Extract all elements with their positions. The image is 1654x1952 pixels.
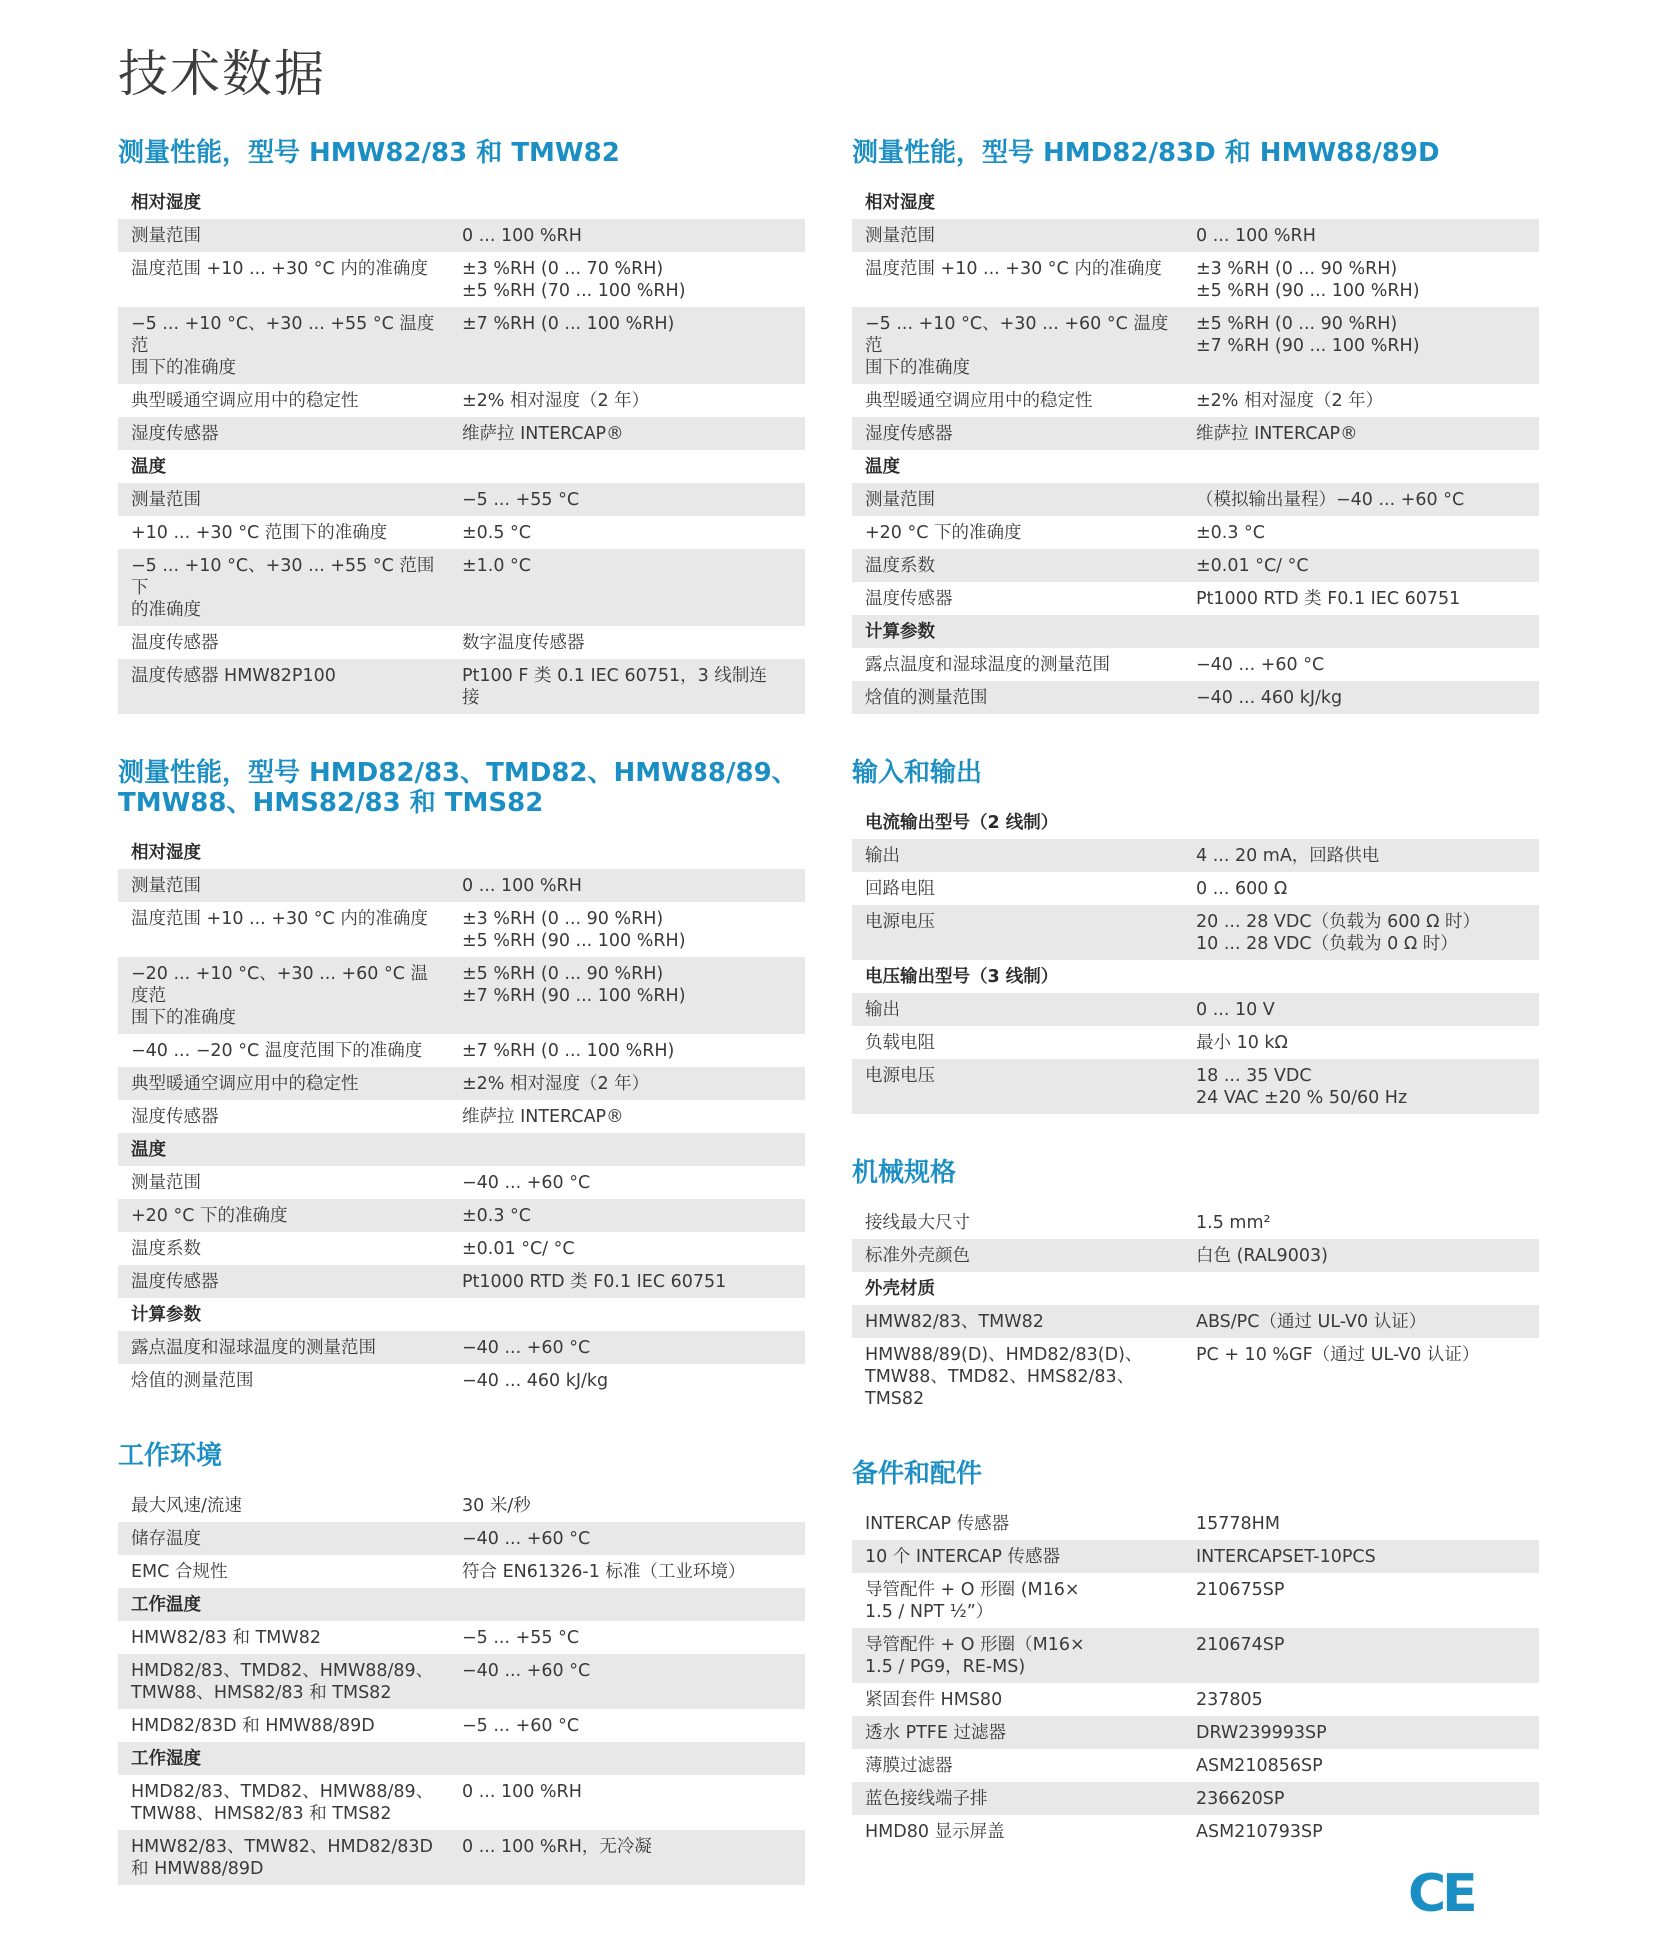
table-row	[118, 1100, 805, 1133]
row-label: 负载电阻	[865, 1033, 935, 1053]
spec-section	[852, 758, 1539, 1114]
table-row	[852, 1239, 1539, 1272]
row-value: 0 ... 600 Ω	[1196, 879, 1288, 899]
row-label: 测量范围	[131, 1173, 201, 1193]
row-value: −5 ... +60 °C	[462, 1716, 580, 1736]
table-row	[852, 549, 1539, 582]
table-row	[852, 307, 1539, 384]
row-value: 0 ... 100 %RH，无冷凝	[462, 1837, 652, 1857]
spec-section	[852, 1459, 1539, 1848]
row-label: 最大风速/流速	[131, 1496, 242, 1516]
row-value: 236620SP	[1196, 1789, 1285, 1809]
row-value	[449, 836, 805, 869]
row-label: 紧固套件 HMS80	[865, 1690, 1003, 1710]
row-label: 计算参数	[865, 622, 935, 642]
row-value	[449, 1298, 805, 1331]
row-value: ±2% 相对湿度（2 年）	[1196, 391, 1384, 411]
table-row	[118, 417, 805, 450]
row-value: −40 ... +60 °C	[1196, 655, 1325, 675]
table-row	[852, 1716, 1539, 1749]
row-value: 白色 (RAL9003)	[1196, 1246, 1328, 1266]
row-value: ±0.01 °C/ °C	[462, 1239, 575, 1259]
row-value	[449, 450, 805, 483]
row-label: 输出	[865, 846, 900, 866]
row-label: 温度	[131, 457, 166, 477]
row-value: 最小 10 kΩ	[1196, 1033, 1288, 1053]
table-subheader-row	[118, 450, 805, 483]
spec-section	[852, 1158, 1539, 1415]
row-label: 接线最大尺寸	[865, 1213, 970, 1233]
table-row	[118, 1489, 805, 1522]
row-label: 测量范围	[131, 226, 201, 246]
table-row	[118, 1067, 805, 1100]
section-title: 备件和配件	[852, 1459, 983, 1489]
row-label: +10 ... +30 °C 范围下的准确度	[131, 523, 388, 543]
row-value: ±3 %RH (0 ... 90 %RH) ±5 %RH (90 ... 100 %RH)	[462, 909, 686, 951]
row-value: 维萨拉 INTERCAP®	[1196, 424, 1358, 444]
table-row	[852, 1573, 1539, 1628]
section-title: 测量性能，型号 HMD82/83D 和 HMW88/89D	[852, 138, 1440, 168]
row-value: 维萨拉 INTERCAP®	[462, 1107, 624, 1127]
section-title: 机械规格	[852, 1158, 957, 1188]
row-value: ±7 %RH (0 ... 100 %RH)	[462, 1041, 675, 1061]
row-label: 透水 PTFE 过滤器	[865, 1723, 1006, 1743]
row-value: 4 ... 20 mA，回路供电	[1196, 846, 1380, 866]
row-value	[1183, 615, 1539, 648]
left-column	[118, 138, 805, 1929]
row-label: HMW82/83 和 TMW82	[131, 1628, 321, 1648]
table-row	[852, 1305, 1539, 1338]
table-row	[118, 384, 805, 417]
row-label: 电源电压	[865, 912, 935, 932]
right-column	[852, 138, 1539, 1892]
row-label: 薄膜过滤器	[865, 1756, 953, 1776]
row-label: 导管配件 + O 形圈 (M16× 1.5 / NPT ½”）	[865, 1580, 1080, 1622]
row-label: 温度传感器	[865, 589, 953, 609]
row-label: 湿度传感器	[131, 1107, 219, 1127]
table-row	[118, 1621, 805, 1654]
row-label: HMD82/83、TMD82、HMW88/89、 TMW88、HMS82/83 和 TMS82	[131, 1661, 434, 1703]
row-value: ±3 %RH (0 ... 70 %RH) ±5 %RH (70 ... 100 %RH)	[462, 259, 686, 301]
section-title: 输入和输出	[852, 758, 983, 788]
spec-section	[118, 138, 805, 714]
row-value: −5 ... +55 °C	[462, 1628, 580, 1648]
table-subheader-row	[852, 806, 1539, 839]
row-value: ABS/PC（通过 UL-V0 认证）	[1196, 1312, 1427, 1332]
row-label: 计算参数	[131, 1305, 201, 1325]
row-label: INTERCAP 传感器	[865, 1514, 1010, 1534]
row-value: ±0.3 °C	[1196, 523, 1266, 543]
row-label: 温度传感器 HMW82P100	[131, 666, 336, 686]
row-label: +20 °C 下的准确度	[131, 1206, 288, 1226]
row-value: 15778HM	[1196, 1514, 1280, 1534]
row-label: EMC 合规性	[131, 1562, 228, 1582]
row-label: 温度	[865, 457, 900, 477]
row-label: 标准外壳颜色	[865, 1246, 970, 1266]
row-value: 210674SP	[1196, 1635, 1285, 1655]
row-value	[1183, 186, 1539, 219]
row-value: 0 ... 10 V	[1196, 1000, 1275, 1020]
row-value: ASM210856SP	[1196, 1756, 1323, 1776]
table-row	[118, 1331, 805, 1364]
table-row	[118, 219, 805, 252]
table-row	[852, 219, 1539, 252]
section-title: 测量性能，型号 HMD82/83、TMD82、HMW88/89、TMW88、HMS82/83 和 TMS82	[118, 758, 798, 818]
row-value: DRW239993SP	[1196, 1723, 1327, 1743]
row-value: Pt1000 RTD 类 F0.1 IEC 60751	[462, 1272, 727, 1292]
row-value: ±1.0 °C	[462, 556, 532, 576]
table-row	[118, 1199, 805, 1232]
row-value: INTERCAPSET-10PCS	[1196, 1547, 1376, 1567]
table-row	[118, 1654, 805, 1709]
row-value: 0 ... 100 %RH	[1196, 226, 1316, 246]
row-label: 测量范围	[131, 490, 201, 510]
row-label: 露点温度和湿球温度的测量范围	[865, 655, 1110, 675]
table-row	[852, 1628, 1539, 1683]
table-subheader-row	[118, 186, 805, 219]
table-subheader-row	[118, 1298, 805, 1331]
table-subheader-row	[118, 1133, 805, 1166]
table-row	[118, 549, 805, 626]
row-label: 电流输出型号（2 线制）	[865, 813, 1059, 833]
row-label: −5 ... +10 °C、+30 ... +55 °C 范围下 的准确度	[131, 556, 435, 620]
row-label: 温度系数	[865, 556, 935, 576]
table-row	[118, 1364, 805, 1397]
row-value: Pt1000 RTD 类 F0.1 IEC 60751	[1196, 589, 1461, 609]
row-value: ±2% 相对湿度（2 年）	[462, 391, 650, 411]
table-row	[118, 1166, 805, 1199]
table-row	[852, 384, 1539, 417]
table-row	[118, 1555, 805, 1588]
table-row	[852, 1749, 1539, 1782]
row-label: −20 ... +10 °C、+30 ... +60 °C 温度范 围下的准确度	[131, 964, 428, 1028]
table-row	[852, 516, 1539, 549]
row-value: −40 ... 460 kJ/kg	[1196, 688, 1343, 708]
table-row	[852, 1815, 1539, 1848]
row-label: 电压输出型号（3 线制）	[865, 967, 1059, 987]
row-label: 温度范围 +10 ... +30 °C 内的准确度	[131, 909, 428, 929]
table-row	[852, 839, 1539, 872]
row-label: 相对湿度	[131, 843, 201, 863]
row-label: HMW82/83、TMW82、HMD82/83D 和 HMW88/89D	[131, 1837, 433, 1879]
table-row	[118, 483, 805, 516]
table-row	[852, 681, 1539, 714]
row-label: 回路电阻	[865, 879, 935, 899]
table-row	[852, 1782, 1539, 1815]
row-label: +20 °C 下的准确度	[865, 523, 1022, 543]
row-value: 237805	[1196, 1690, 1263, 1710]
row-value	[1183, 450, 1539, 483]
row-label: 温度范围 +10 ... +30 °C 内的准确度	[865, 259, 1162, 279]
row-value: −5 ... +55 °C	[462, 490, 580, 510]
row-label: 蓝色接线端子排	[865, 1789, 988, 1809]
table-subheader-row	[852, 450, 1539, 483]
row-value: ±7 %RH (0 ... 100 %RH)	[462, 314, 675, 334]
row-label: 典型暖通空调应用中的稳定性	[865, 391, 1093, 411]
row-value: ±0.01 °C/ °C	[1196, 556, 1309, 576]
table-row	[118, 626, 805, 659]
row-value: −40 ... +60 °C	[462, 1529, 591, 1549]
table-row	[852, 648, 1539, 681]
table-subheader-row	[118, 1742, 805, 1775]
row-label: −40 ... −20 °C 温度范围下的准确度	[131, 1041, 423, 1061]
row-value	[449, 1588, 805, 1621]
table-row	[118, 902, 805, 957]
table-subheader-row	[852, 960, 1539, 993]
row-label: 温度范围 +10 ... +30 °C 内的准确度	[131, 259, 428, 279]
table-row	[118, 869, 805, 902]
row-value	[1183, 806, 1539, 839]
table-subheader-row	[852, 1272, 1539, 1305]
page-title: 技术数据	[118, 45, 326, 103]
table-row	[118, 659, 805, 714]
row-label: 相对湿度	[131, 193, 201, 213]
row-label: HMD82/83D 和 HMW88/89D	[131, 1716, 375, 1736]
row-value: ±5 %RH (0 ... 90 %RH) ±7 %RH (90 ... 100 %RH)	[462, 964, 686, 1006]
row-label: 工作湿度	[131, 1749, 201, 1769]
row-value: 符合 EN61326-1 标准（工业环境）	[462, 1562, 746, 1582]
row-label: 储存温度	[131, 1529, 201, 1549]
table-subheader-row	[118, 1588, 805, 1621]
row-label: HMD82/83、TMD82、HMW88/89、 TMW88、HMS82/83 和 TMS82	[131, 1782, 434, 1824]
row-label: HMD80 显示屏盖	[865, 1822, 1005, 1842]
row-value: 0 ... 100 %RH	[462, 1782, 582, 1802]
table-row	[118, 957, 805, 1034]
row-value: 0 ... 100 %RH	[462, 226, 582, 246]
row-label: 温度	[131, 1140, 166, 1160]
table-row	[852, 1507, 1539, 1540]
row-label: 10 个 INTERCAP 传感器	[865, 1547, 1060, 1567]
table-row	[118, 1830, 805, 1885]
table-row	[852, 1026, 1539, 1059]
row-value: 维萨拉 INTERCAP®	[462, 424, 624, 444]
table-row	[852, 1206, 1539, 1239]
row-value: 0 ... 100 %RH	[462, 876, 582, 896]
row-value	[1183, 1272, 1539, 1305]
spec-section	[118, 1441, 805, 1885]
row-label: 测量范围	[865, 490, 935, 510]
section-title: 测量性能，型号 HMW82/83 和 TMW82	[118, 138, 620, 168]
table-row	[118, 307, 805, 384]
row-label: 湿度传感器	[131, 424, 219, 444]
row-label: 焓值的测量范围	[131, 1371, 254, 1391]
table-subheader-row	[852, 186, 1539, 219]
row-label: 温度传感器	[131, 1272, 219, 1292]
table-row	[118, 1265, 805, 1298]
table-row	[852, 483, 1539, 516]
table-row	[852, 1059, 1539, 1114]
row-value: ±0.3 °C	[462, 1206, 532, 1226]
table-row	[118, 516, 805, 549]
table-row	[852, 1338, 1539, 1415]
row-value: 210675SP	[1196, 1580, 1285, 1600]
row-value: −40 ... +60 °C	[462, 1338, 591, 1358]
row-value: PC + 10 %GF（通过 UL-V0 认证）	[1196, 1345, 1480, 1365]
table-subheader-row	[852, 615, 1539, 648]
table-row	[852, 905, 1539, 960]
row-value: 20 ... 28 VDC（负载为 600 Ω 时） 10 ... 28 VDC（负载为 0 Ω 时）	[1196, 912, 1481, 954]
table-row	[852, 872, 1539, 905]
row-value	[1183, 960, 1539, 993]
row-value: 数字温度传感器	[462, 633, 585, 653]
row-label: 典型暖通空调应用中的稳定性	[131, 391, 359, 411]
row-label: 温度系数	[131, 1239, 201, 1259]
row-value: ±0.5 °C	[462, 523, 532, 543]
row-value: 18 ... 35 VDC 24 VAC ±20 % 50/60 Hz	[1196, 1066, 1408, 1108]
table-row	[852, 993, 1539, 1026]
row-label: 测量范围	[865, 226, 935, 246]
section-title: 工作环境	[118, 1441, 223, 1471]
table-row	[118, 1775, 805, 1830]
row-value	[449, 1742, 805, 1775]
row-value: −40 ... 460 kJ/kg	[462, 1371, 609, 1391]
table-row	[118, 252, 805, 307]
row-value: ±2% 相对湿度（2 年）	[462, 1074, 650, 1094]
row-label: −5 ... +10 °C、+30 ... +60 °C 温度范 围下的准确度	[865, 314, 1169, 378]
row-label: HMW82/83、TMW82	[865, 1312, 1044, 1332]
row-value: 30 米/秒	[462, 1496, 531, 1516]
row-label: 湿度传感器	[865, 424, 953, 444]
row-value	[449, 1133, 805, 1166]
row-label: 典型暖通空调应用中的稳定性	[131, 1074, 359, 1094]
spec-section	[118, 758, 805, 1397]
table-row	[852, 252, 1539, 307]
row-value	[449, 186, 805, 219]
row-label: 电源电压	[865, 1066, 935, 1086]
row-value: ±5 %RH (0 ... 90 %RH) ±7 %RH (90 ... 100 %RH)	[1196, 314, 1420, 356]
ce-mark-logo: CE	[1408, 1864, 1474, 1924]
row-label: −5 ... +10 °C、+30 ... +55 °C 温度范 围下的准确度	[131, 314, 435, 378]
row-value: 1.5 mm²	[1196, 1213, 1271, 1233]
row-label: HMW88/89(D)、HMD82/83(D)、 TMW88、TMD82、HMS82/83、 TMS82	[865, 1345, 1143, 1409]
table-row	[852, 1540, 1539, 1573]
row-value: Pt100 F 类 0.1 IEC 60751，3 线制连 接	[462, 666, 767, 708]
row-label: 导管配件 + O 形圈（M16× 1.5 / PG9，RE-MS)	[865, 1635, 1085, 1677]
row-value: −40 ... +60 °C	[462, 1173, 591, 1193]
table-row	[118, 1522, 805, 1555]
table-row	[852, 582, 1539, 615]
row-label: 焓值的测量范围	[865, 688, 988, 708]
table-row	[118, 1034, 805, 1067]
table-row	[118, 1232, 805, 1265]
row-value: （模拟输出量程）−40 ... +60 °C	[1196, 490, 1465, 510]
row-label: 输出	[865, 1000, 900, 1020]
row-label: 外壳材质	[865, 1279, 935, 1299]
table-subheader-row	[118, 836, 805, 869]
row-label: 工作温度	[131, 1595, 201, 1615]
table-row	[118, 1709, 805, 1742]
row-value: ±3 %RH (0 ... 90 %RH) ±5 %RH (90 ... 100 %RH)	[1196, 259, 1420, 301]
row-label: 相对湿度	[865, 193, 935, 213]
table-row	[852, 1683, 1539, 1716]
row-value: ASM210793SP	[1196, 1822, 1323, 1842]
row-label: 测量范围	[131, 876, 201, 896]
row-label: 露点温度和湿球温度的测量范围	[131, 1338, 376, 1358]
table-row	[852, 417, 1539, 450]
row-label: 温度传感器	[131, 633, 219, 653]
spec-section	[852, 138, 1539, 714]
row-value: −40 ... +60 °C	[462, 1661, 591, 1681]
